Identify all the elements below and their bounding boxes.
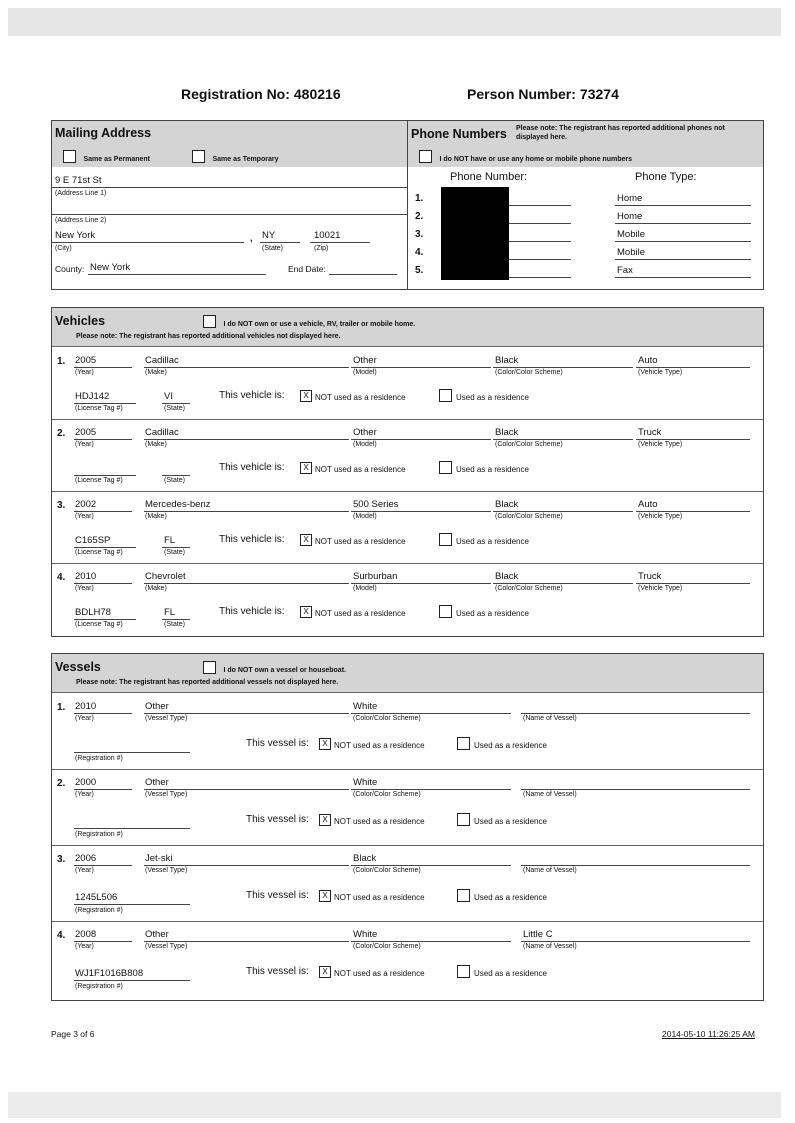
vehicle-type-rule [636,367,750,368]
phone-number-rule [509,241,571,242]
phone-type-rule [615,241,751,242]
residence-checkbox[interactable] [439,533,452,546]
not-residence-checkbox[interactable]: X [300,462,312,474]
vehicle-color-rule [493,583,633,584]
vessel-type-rule [144,789,349,790]
phone-row-number: 3. [415,229,424,240]
vehicle-year: 2005 [75,427,97,438]
vehicle-license-tag: HDJ142 [75,391,110,402]
vehicle-state-label: (State) [164,477,186,484]
phone-note: Please note: The registrant has reported additional phones not displayed here. [516,125,725,141]
residence-checkbox[interactable] [439,605,452,618]
vessels-note: Please note: The registrant has reported additional vessels not displayed here. [76,679,339,686]
vehicle-make-rule [144,511,349,512]
residence-label: Used as a residence [456,465,529,474]
print-timestamp: 2014-05-10 11:26:25 AM [662,1029,755,1039]
vessel-type-label: (Vessel Type) [145,943,188,950]
vessel-type-label: (Vessel Type) [145,715,188,722]
vehicle-not-residence-option[interactable] [300,603,406,621]
vessel-name: Little C [523,929,553,940]
address-line2-rule [52,214,408,215]
vehicle-residence-prompt: This vehicle is: [219,390,285,401]
vehicle-tag-rule [74,403,136,404]
vessel-not-residence-option[interactable] [319,963,425,981]
not-residence-label: NOT used as a residence [334,893,425,902]
vessel-row-sep [52,769,763,770]
phone-type-rule [615,277,751,278]
zip-label: (Zip) [314,245,329,252]
no-vessel-option[interactable]: I do NOT own a vessel or houseboat. [203,659,346,677]
phone-type-rule [615,205,751,206]
vehicles-note: Please note: The registrant has reported additional vehicles not displayed here. [76,333,341,340]
vehicle-row-number: 2. [57,428,66,439]
vehicle-license-tag: C165SP [75,535,111,546]
vehicle-type-label: (Vehicle Type) [638,585,683,592]
vehicle-model-rule [351,511,491,512]
vessel-color: White [353,777,378,788]
vehicle-row-sep [52,563,763,564]
vessel-color: Black [353,853,377,864]
phone-type: Mobile [617,247,645,258]
vessel-name-rule [521,713,750,714]
vessel-year: 2000 [75,777,97,788]
vessel-name-label: (Name of Vessel) [523,791,577,798]
phone-number-rule [509,205,571,206]
vessel-type: Other [145,701,169,712]
vehicle-row-sep [52,419,763,420]
page-number: Page 3 of 6 [51,1029,95,1039]
registration-number: Registration No: 480216 [181,86,341,102]
vehicle-model: Other [353,427,377,438]
no-vehicle-checkbox[interactable] [203,315,216,328]
vehicle-make-label: (Make) [145,513,167,520]
vehicle-state: FL [164,535,176,546]
phone-number-rule [509,277,571,278]
phone-type-rule [615,223,751,224]
vehicle-type: Auto [638,499,658,510]
not-residence-label: NOT used as a residence [334,741,425,750]
vehicle-color: Black [495,571,519,582]
vehicle-model-label: (Model) [353,369,377,376]
vehicle-make-label: (Make) [145,585,167,592]
vehicle-state-rule [162,547,190,548]
vessel-name-rule [521,865,750,866]
vessel-color-label: (Color/Color Scheme) [353,867,421,874]
vessel-year: 2010 [75,701,97,712]
vessel-residence-option[interactable] [457,963,547,981]
vessel-year-rule [74,789,132,790]
vehicle-color: Black [495,355,519,366]
vehicle-year-rule [74,367,132,368]
residence-checkbox[interactable] [457,965,470,978]
vehicle-residence-prompt: This vehicle is: [219,462,285,473]
phone-numbers-section [407,120,764,290]
person-number: Person Number: 73274 [467,86,619,102]
vehicle-model: 500 Series [353,499,399,510]
vehicle-make: Mercedes-benz [145,499,211,510]
vehicle-row-sep [52,491,763,492]
vehicle-year-label: (Year) [75,369,94,376]
residence-label: Used as a residence [456,609,529,618]
phone-type-rule [615,259,751,260]
vehicle-residence-option[interactable] [439,531,529,549]
vessel-row-sep [52,921,763,922]
vehicle-color-label: (Color/Color Scheme) [495,369,563,376]
vehicle-residence-prompt: This vehicle is: [219,534,285,545]
vehicle-model: Surburban [353,571,398,582]
vessel-name-rule [521,789,750,790]
vessel-not-residence-option[interactable] [319,735,425,753]
vehicle-type: Truck [638,427,662,438]
vessel-year-rule [74,713,132,714]
no-phone-checkbox[interactable] [419,150,432,163]
vehicle-state-rule [162,475,190,476]
redaction-block [441,187,509,280]
vessel-color-label: (Color/Color Scheme) [353,715,421,722]
not-residence-label: NOT used as a residence [334,969,425,978]
not-residence-checkbox[interactable]: X [300,534,312,546]
vessel-year-label: (Year) [75,867,94,874]
same-as-temporary-checkbox[interactable] [192,150,205,163]
vessel-color-rule [351,713,511,714]
vehicle-state-label: (State) [164,549,186,556]
vehicle-tag-label: (License Tag #) [75,621,123,628]
vessel-not-residence-option[interactable] [319,887,425,905]
vessels-row-sep [52,692,763,693]
vehicle-tag-rule [74,619,136,620]
vessel-reg-rule [74,752,190,753]
state-value: NY [262,230,276,241]
not-residence-checkbox[interactable]: X [319,890,331,902]
vessel-type-rule [144,941,349,942]
vessel-color: White [353,701,378,712]
vehicle-tag-label: (License Tag #) [75,477,123,484]
county-label: County: [55,264,85,274]
vessel-year-label: (Year) [75,943,94,950]
residence-label: Used as a residence [474,817,547,826]
vessel-reg-label: (Registration #) [75,907,123,914]
vehicle-model-rule [351,439,491,440]
vessel-reg-label: (Registration #) [75,755,123,762]
vehicle-make-rule [144,367,349,368]
vessel-color-rule [351,941,511,942]
vehicle-type: Truck [638,571,662,582]
vessel-residence-prompt: This vessel is: [246,814,309,825]
vehicle-state: VI [164,391,173,402]
mailing-address-section [51,120,409,290]
vessel-reg-rule [74,828,190,829]
county-rule [88,274,266,275]
vessel-row-number: 2. [57,778,66,789]
vessel-reg-label: (Registration #) [75,831,123,838]
address-line1-rule [52,187,408,188]
residence-label: Used as a residence [474,893,547,902]
vessel-residence-option[interactable] [457,735,547,753]
vehicle-tag-label: (License Tag #) [75,405,123,412]
not-residence-label: NOT used as a residence [315,609,406,618]
no-vehicle-option[interactable]: I do NOT own or use a vehicle, RV, trailer or mobile home. [203,313,415,331]
vehicle-type-label: (Vehicle Type) [638,441,683,448]
vehicle-make-rule [144,583,349,584]
vehicle-state-label: (State) [164,621,186,628]
vessel-row-number: 4. [57,930,66,941]
vehicle-color-label: (Color/Color Scheme) [495,441,563,448]
vehicle-year: 2010 [75,571,97,582]
vehicle-year-rule [74,439,132,440]
vessels-title: Vessels [55,660,101,674]
vehicle-not-residence-option[interactable] [300,387,406,405]
city-state-comma: , [250,233,253,244]
vehicle-color-rule [493,367,633,368]
phone-number-rule [509,223,571,224]
vehicle-color: Black [495,499,519,510]
vessel-year: 2008 [75,929,97,940]
vehicle-residence-option[interactable] [439,387,529,405]
vessel-color-label: (Color/Color Scheme) [353,791,421,798]
vessel-type: Other [145,777,169,788]
vehicle-color-rule [493,511,633,512]
vehicle-type-rule [636,583,750,584]
not-residence-checkbox[interactable]: X [319,814,331,826]
vehicle-type: Auto [638,355,658,366]
vehicle-model-label: (Model) [353,441,377,448]
phone-row-number: 1. [415,193,424,204]
vehicle-year: 2005 [75,355,97,366]
residence-checkbox[interactable] [457,813,470,826]
not-residence-checkbox[interactable]: X [319,966,331,978]
vehicle-type-rule [636,511,750,512]
phone-type: Home [617,193,643,204]
vessel-row-sep [52,845,763,846]
state-rule [260,242,300,243]
vessel-type-rule [144,713,349,714]
address-line2-label: (Address Line 2) [55,217,107,224]
address-line1-value: 9 E 71st St [55,175,102,186]
vessel-color-label: (Color/Color Scheme) [353,943,421,950]
residence-checkbox[interactable] [457,737,470,750]
vessel-type-rule [144,865,349,866]
vehicle-year-rule [74,511,132,512]
vessel-color-rule [351,865,511,866]
vehicle-year-label: (Year) [75,513,94,520]
phone-number-col-header: Phone Number: [450,171,528,183]
vehicle-year-label: (Year) [75,441,94,448]
vehicle-not-residence-option[interactable] [300,459,406,477]
vessel-reg-rule [74,980,190,981]
end-date-rule [329,274,397,275]
residence-label: Used as a residence [456,393,529,402]
vehicle-row-number: 4. [57,572,66,583]
vessel-color: White [353,929,378,940]
vehicle-make-rule [144,439,349,440]
not-residence-label: NOT used as a residence [315,465,406,474]
phone-row-number: 4. [415,247,424,258]
vehicle-residence-option[interactable] [439,459,529,477]
vehicle-color-label: (Color/Color Scheme) [495,585,563,592]
vehicle-color-rule [493,439,633,440]
phone-title: Phone Numbers [411,127,507,141]
same-as-temporary[interactable]: Same as Temporary [192,148,278,166]
vessels-section [51,653,764,1001]
not-residence-checkbox[interactable]: X [300,390,312,402]
vehicle-row-number: 3. [57,500,66,511]
vessel-year: 2006 [75,853,97,864]
phone-type-col-header: Phone Type: [635,171,697,183]
vehicle-row-number: 1. [57,356,66,367]
no-vessel-checkbox[interactable] [203,661,216,674]
residence-checkbox[interactable] [439,389,452,402]
zip-value: 10021 [314,230,341,241]
vehicle-state-rule [162,619,190,620]
vessel-residence-option[interactable] [457,811,547,829]
vessel-registration: WJ1F1016B808 [75,968,144,979]
vehicle-year-label: (Year) [75,585,94,592]
vehicle-year-rule [74,583,132,584]
state-label: (State) [262,245,284,252]
end-date-label: End Date: [288,264,326,274]
vehicle-color: Black [495,427,519,438]
vehicle-make: Chevrolet [145,571,186,582]
bottom-scan-band [8,1092,781,1118]
vehicle-not-residence-option[interactable] [300,531,406,549]
same-as-permanent-checkbox[interactable] [63,150,76,163]
same-as-permanent[interactable]: Same as Permanent [63,148,150,166]
vessel-type-label: (Vessel Type) [145,867,188,874]
phone-row-number: 2. [415,211,424,222]
vehicle-residence-option[interactable] [439,603,529,621]
phone-type: Fax [617,265,633,276]
vehicle-tag-rule [74,475,136,476]
vehicle-tag-label: (License Tag #) [75,549,123,556]
vehicles-row-sep [52,346,763,347]
top-scan-band [8,8,781,36]
vessel-name-rule [521,941,750,942]
vessel-year-label: (Year) [75,715,94,722]
vessels-header-band [52,654,763,692]
vehicle-state-rule [162,403,190,404]
vehicle-make: Cadillac [145,355,179,366]
county-value: New York [90,262,131,273]
vessel-reg-rule [74,904,190,905]
vessel-reg-label: (Registration #) [75,983,123,990]
residence-checkbox[interactable] [457,889,470,902]
vehicles-title: Vehicles [55,314,106,328]
vehicle-make-label: (Make) [145,369,167,376]
residence-label: Used as a residence [474,969,547,978]
vehicle-year: 2002 [75,499,97,510]
vehicle-type-label: (Vehicle Type) [638,369,683,376]
vessel-name-label: (Name of Vessel) [523,943,577,950]
vessel-row-number: 3. [57,854,66,865]
residence-label: Used as a residence [474,741,547,750]
vessel-registration: 1245L506 [75,892,118,903]
vessel-color-rule [351,789,511,790]
vessel-residence-prompt: This vessel is: [246,738,309,749]
not-residence-label: NOT used as a residence [334,817,425,826]
no-phone-option[interactable]: I do NOT have or use any home or mobile phone numbers [419,148,632,166]
residence-checkbox[interactable] [439,461,452,474]
vessel-row-number: 1. [57,702,66,713]
residence-label: Used as a residence [456,537,529,546]
vessel-residence-prompt: This vessel is: [246,890,309,901]
vessel-year-rule [74,941,132,942]
vessel-name-label: (Name of Vessel) [523,867,577,874]
city-label: (City) [55,245,72,252]
vessel-year-rule [74,865,132,866]
vehicle-state-label: (State) [164,405,186,412]
city-rule [52,242,244,243]
vehicle-make-label: (Make) [145,441,167,448]
vessel-not-residence-option[interactable] [319,811,425,829]
vehicle-model-label: (Model) [353,513,377,520]
not-residence-checkbox[interactable]: X [300,606,312,618]
vessel-residence-option[interactable] [457,887,547,905]
vehicle-type-label: (Vehicle Type) [638,513,683,520]
vehicle-type-rule [636,439,750,440]
phone-type: Mobile [617,229,645,240]
vessel-type: Jet-ski [145,853,173,864]
vehicle-model-rule [351,583,491,584]
vehicle-make: Cadillac [145,427,179,438]
vehicle-license-tag: BDLH78 [75,607,111,618]
vehicle-color-label: (Color/Color Scheme) [495,513,563,520]
vehicles-section [51,307,764,637]
vehicle-model: Other [353,355,377,366]
phone-number-rule [509,259,571,260]
vessel-type-label: (Vessel Type) [145,791,188,798]
vessel-type: Other [145,929,169,940]
vessel-year-label: (Year) [75,791,94,798]
mailing-title: Mailing Address [55,126,152,140]
vehicle-state: FL [164,607,176,618]
not-residence-checkbox[interactable]: X [319,738,331,750]
city-value: New York [55,230,96,241]
address-line1-label: (Address Line 1) [55,190,107,197]
vehicle-model-label: (Model) [353,585,377,592]
vessel-name-label: (Name of Vessel) [523,715,577,722]
vehicle-tag-rule [74,547,136,548]
vehicle-residence-prompt: This vehicle is: [219,606,285,617]
vehicle-model-rule [351,367,491,368]
not-residence-label: NOT used as a residence [315,393,406,402]
zip-rule [310,242,370,243]
vessel-residence-prompt: This vessel is: [246,966,309,977]
not-residence-label: NOT used as a residence [315,537,406,546]
phone-row-number: 5. [415,265,424,276]
phone-type: Home [617,211,643,222]
